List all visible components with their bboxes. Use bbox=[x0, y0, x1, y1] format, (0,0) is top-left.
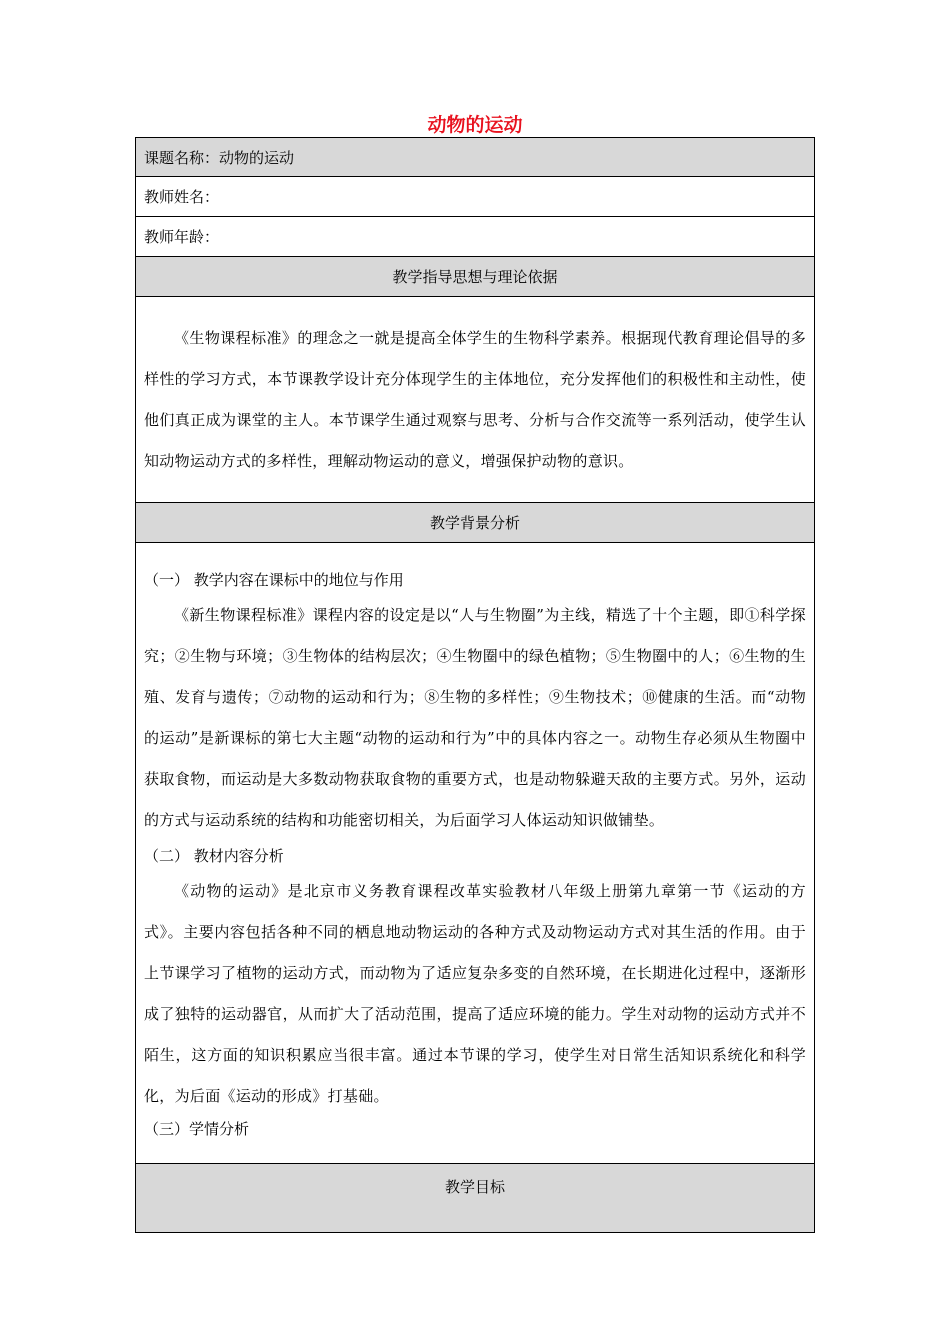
background-heading-row bbox=[136, 503, 815, 543]
background-part2-paragraph: 《动物的运动》是北京市义务教育课程改革实验教材八年级上册第九章第一节《运动的方式》。主要内容包括各种不同的栖息地动物运动的各种方式及动物运动方式对其生活的作用。由于上节课学习了植物的运动方式，而动物为了适应复杂多变的自然环境，在长期进化过程中，逐渐形成了独特的运动器官，从而扩大了活动范围，提高了适应环境的能力。学生对动物的运动方式并不陌生，这方面的知识积累应当很丰富。通过本节课的学习，使学生对日常生活知识系统化和科学化，为后面《运动的形成》打基础。 bbox=[144, 882, 806, 1105]
teacher-name-cell: 教师姓名： bbox=[136, 177, 815, 217]
document-title: 动物的运动 bbox=[427, 114, 523, 136]
lesson-plan-table bbox=[135, 137, 815, 1233]
guiding-thought-paragraph: 《生物课程标准》的理念之一就是提高全体学生的生物科学素养。根据现代教育理论倡导的多样性的学习方式，本节课教学设计充分体现学生的主体地位，充分发挥他们的积极性和主动性，使他们真正成为课堂的主人。本节课学生通过观察与思考、分析与合作交流等一系列活动，使学生认知动物运动方式的多样性，理解动物运动的意义，增强保护动物的意识。 bbox=[144, 328, 806, 470]
background-body bbox=[136, 543, 815, 1164]
background-body-row bbox=[136, 543, 815, 1164]
background-part3-heading: （三）学情分析 bbox=[144, 1120, 250, 1138]
goals-heading-row bbox=[136, 1164, 815, 1233]
background-part1-paragraph: 《新生物课程标准》课程内容的设定是以“人与生物圈”为主线，精选了十个主题，即①科学探究；②生物与环境；③生物体的结构层次；④生物圈中的绿色植物；⑤生物圈中的人；⑥生物的生殖、发育与遗传；⑦动物的运动和行为；⑧生物的多样性；⑨生物技术；⑩健康的生活。而“动物的运动”是新课标的第七大主题“动物的运动和行为”中的具体内容之一。动物生存必须从生物圈中获取食物，而运动是大多数动物获取食物的重要方式，也是动物躲避天敌的主要方式。另外，运动的方式与运动系统的结构和功能密切相关，为后面学习人体运动知识做铺垫。 bbox=[144, 606, 806, 829]
background-part1-heading: （一） 教学内容在课标中的地位与作用 bbox=[144, 571, 404, 589]
topic-cell: 课题名称：动物的运动 bbox=[136, 138, 815, 177]
guiding-thought-body bbox=[136, 297, 815, 503]
guiding-thought-heading-row bbox=[136, 257, 815, 297]
background-heading: 教学背景分析 bbox=[136, 503, 815, 543]
teacher-name-row bbox=[136, 177, 815, 217]
guiding-thought-body-row bbox=[136, 297, 815, 503]
background-part2-heading: （二） 教材内容分析 bbox=[144, 847, 284, 865]
teacher-age-row bbox=[136, 217, 815, 257]
goals-heading: 教学目标 bbox=[136, 1164, 815, 1233]
teacher-age-cell: 教师年龄： bbox=[136, 217, 815, 257]
guiding-thought-heading: 教学指导思想与理论依据 bbox=[136, 257, 815, 297]
topic-row bbox=[136, 138, 815, 177]
